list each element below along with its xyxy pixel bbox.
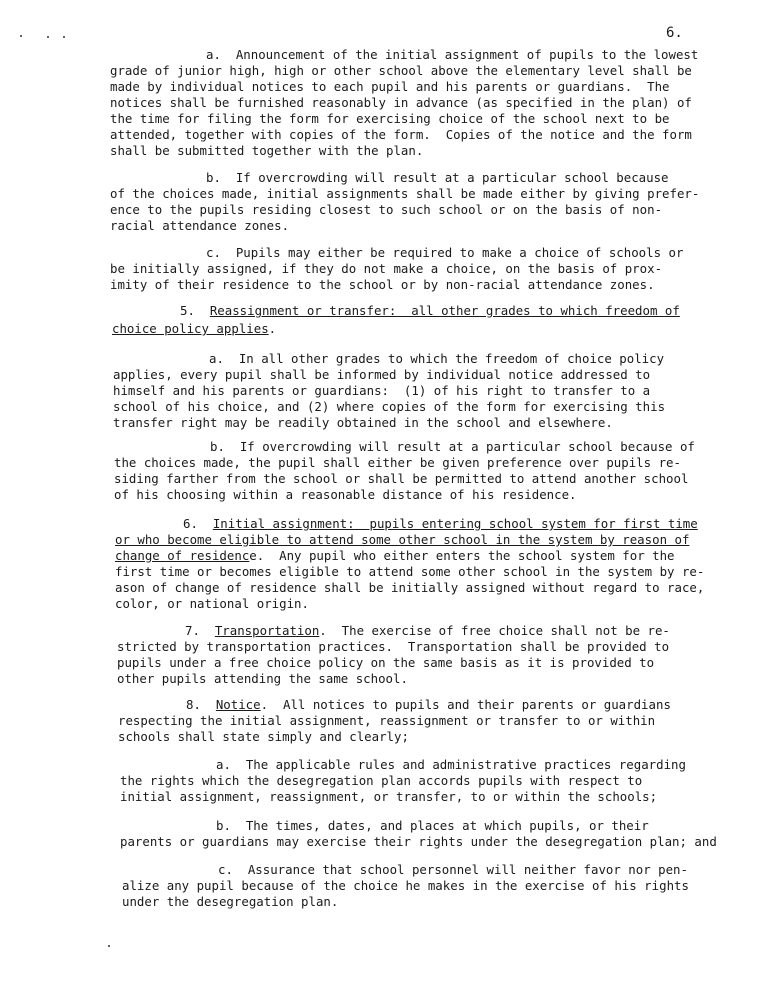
text-line: b. If overcrowding will result at a particular school because [206, 170, 669, 185]
text-line: be initially assigned, if they do not make a choice, on the basis of prox- [110, 261, 663, 276]
text-line: made by individual notices to each pupil and his parents or guardians. The [110, 79, 670, 94]
underlined-heading-text: Reassignment or transfer: all other grades to which freedom of [209, 303, 680, 318]
underlined-heading-text: Transportation [214, 623, 320, 638]
text-line: the choices made, the pupil shall either be given preference over pupils re- [114, 455, 681, 470]
text-line: school of his choice, and (2) where copies of the form for exercising this [113, 399, 666, 414]
text-line: 8. Notice. All notices to pupils and their parents or guardians [186, 697, 671, 712]
text-line: b. The times, dates, and places at which pupils, or their [216, 818, 649, 833]
underlined-heading-text: Initial assignment: pupils entering school system for first time [212, 516, 698, 531]
text-line: racial attendance zones. [110, 218, 290, 233]
text-line: a. Announcement of the initial assignment of pupils to the lowest [206, 47, 699, 62]
text-line: first time or becomes eligible to attend some other school in the system by re- [115, 564, 705, 579]
page-number: 6. [666, 25, 683, 41]
text-line: under the desegregation plan. [122, 894, 339, 909]
text-line: 5. Reassignment or transfer: all other grades to which freedom of [180, 303, 680, 318]
text-line: attended, together with copies of the form. Copies of the notice and the form [110, 127, 692, 142]
text-line: grade of junior high, high or other school above the elementary level shall be [110, 63, 692, 78]
text-line: color, or national origin. [115, 596, 309, 611]
text-line: ason of change of residence shall be initially assigned without regard to race, [115, 580, 705, 595]
underlined-heading-text: change of residenc [115, 548, 250, 563]
scan-speck [108, 945, 110, 947]
text-line: the time for filing the form for exercising choice of the school next to be [110, 111, 670, 126]
text-line: parents or guardians may exercise their rights under the desegregation plan; and [120, 834, 717, 849]
text-line: shall be submitted together with the plan. [110, 143, 424, 158]
text-line: imity of their residence to the school or by non-racial attendance zones. [110, 277, 655, 292]
text-line: c. Pupils may either be required to make a choice of schools or [206, 245, 684, 260]
text-line: respecting the initial assignment, reassignment or transfer to or within [118, 713, 656, 728]
text-line: change of residence. Any pupil who either enters the school system for the [115, 548, 675, 563]
text-line: other pupils attending the same school. [117, 671, 408, 686]
text-line: applies, every pupil shall be informed by individual notice addressed to [113, 367, 651, 382]
text-line [115, 532, 689, 548]
text-line: a. The applicable rules and administrative practices regarding [216, 757, 686, 772]
text-line: transfer right may be readily obtained in the school and elsewhere. [113, 415, 613, 430]
text-line: c. Assurance that school personnel will neither favor nor pen- [218, 862, 688, 877]
text-line: notices shall be furnished reasonably in advance (as specified in the plan) of [110, 95, 692, 110]
text-line: schools shall state simply and clearly; [118, 729, 409, 744]
underlined-heading-text: or who become eligible to attend some other school in the system by reason of [115, 532, 690, 547]
text-line: of the choices made, initial assignments shall be made either by giving prefer- [110, 186, 700, 201]
text-line: pupils under a free choice policy on the same basis as it is provided to [117, 655, 655, 670]
text-line: siding farther from the school or shall be permitted to attend another school [114, 471, 689, 486]
text-line: alize any pupil because of the choice he makes in the exercise of his rights [122, 878, 689, 893]
text-line: 7. Transportation. The exercise of free choice shall not be re- [185, 623, 670, 638]
text-line: initial assignment, reassignment, or transfer, to or within the schools; [120, 789, 658, 804]
text-line: b. If overcrowding will result at a particular school because of [210, 439, 695, 454]
text-line: 6. Initial assignment: pupils entering school system for first time [183, 516, 698, 531]
text-line: of his choosing within a reasonable distance of his residence. [114, 487, 577, 502]
underlined-heading-text: Notice [215, 697, 261, 712]
text-line: choice policy applies. [112, 321, 277, 336]
text-line: a. In all other grades to which the freedom of choice policy [209, 351, 665, 366]
scan-speck [63, 36, 65, 38]
text-line: ence to the pupils residing closest to such school or on the basis of non- [110, 202, 663, 217]
underlined-heading-text: choice policy applies [112, 321, 269, 336]
text-line: himself and his parents or guardians: (1) of his right to transfer to a [113, 383, 651, 398]
scan-speck [47, 36, 49, 38]
text-line: the rights which the desegregation plan accords pupils with respect to [120, 773, 643, 788]
text-line: stricted by transportation practices. Transportation shall be provided to [117, 639, 670, 654]
scan-speck [20, 35, 22, 37]
